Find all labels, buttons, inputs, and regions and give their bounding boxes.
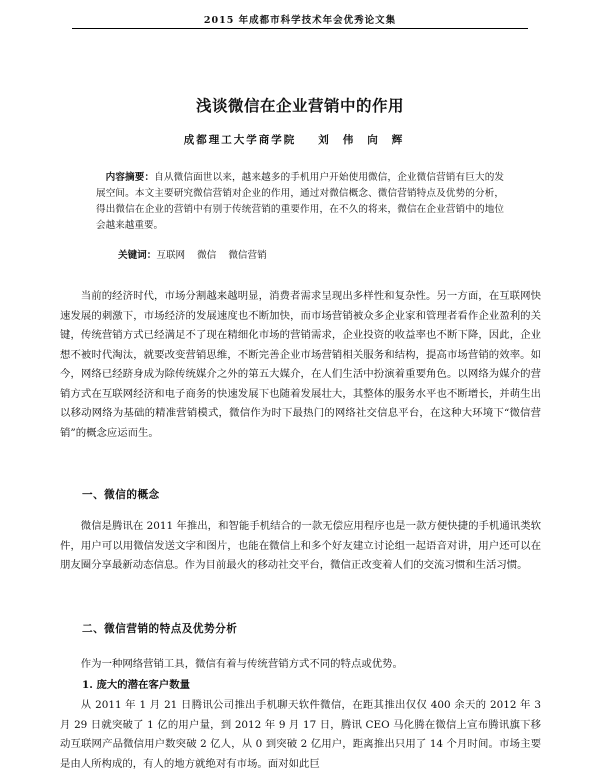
author-affiliation: 成都理工大学商学院 <box>183 134 297 146</box>
subsection-1-paragraph: 从 2011 年 1 月 21 日腾讯公司推出手机聊天软件微信，在距其推出仅仅 400 余天的 2012 年 3 月 29 日就突破了 1 亿的用户量，到 2012 年 9 月 17 日，腾讯 CEO 马化腾在微信上宣布腾讯旗下移动互联网产品微信用户数突破 2 亿人，从 0 到突破 2 亿用户，距离推出只用了 14 个月时间。市场主要是由人所构成的，有人的地方就绝对有市场。面对如此巨 <box>60 699 541 770</box>
section-heading-2: 二、微信营销的特点及优势分析 <box>82 623 238 635</box>
intro-paragraph: 当前的经济时代，市场分割越来越明显，消费者需求呈现出多样性和复杂性。另一方面，在互联网快速发展的刺激下，市场经济的发展速度也不断加快，而市场营销被众多企业家和管理者看作企业盈利的关键，传统营销方式已经满足不了现在精细化市场的营销需求，企业投资的收益率也不断下降，因此，企业想不被时代淘汰，就要改变营销思维，不断完善企业市场营销相关服务和结构，提高市场营销的效率。如今，网络已经跻身成为除传统媒介之外的第五大媒介，在人们生活中扮演着重要角色。以网络为媒介的营销方式在互联网经济和电子商务的快速发展下也随着发展壮大，其整体的服务水平也不断增长，并萌生出以移动网络为基础的精准营销模式，微信作为时下最热门的网络社交信息平台，在这种大环境下“微信营销”的概念应运而生。 <box>60 290 541 439</box>
keyword-item: 微信 <box>197 250 217 261</box>
section-1-paragraph: 微信是腾讯在 2011 年推出，和智能手机结合的一款无偿应用程序也是一款方便快捷的手机通讯类软件，用户可以用微信发送文字和图片，也能在微信上和多个好友建立讨论组一起语音对讲，用户还可以在朋友圈分享最新动态信息。作为目前最火的移动社交平台，微信正改变着人们的交流习惯和生活习惯。 <box>60 520 541 571</box>
header-rule <box>72 28 528 29</box>
keywords <box>118 247 498 261</box>
author-name: 刘伟向辉 <box>318 134 417 146</box>
keyword-item: 微信营销 <box>228 250 267 261</box>
abstract <box>96 170 504 234</box>
keyword-item: 互联网 <box>156 250 186 261</box>
section-2-paragraph: 作为一种网络营销工具，微信有着与传统营销方式不同的特点或优势。 <box>80 658 403 670</box>
paper-title: 浅谈微信在企业营销中的作用 <box>195 96 404 115</box>
running-header: 2015 年成都市科学技术年会优秀论文集 <box>203 15 397 26</box>
author-line <box>0 132 600 147</box>
section-heading-1: 一、微信的概念 <box>82 489 160 501</box>
abstract-text: 自从微信面世以来，越来越多的手机用户开始使用微信，企业微信营销有巨大的发展空间。本文主要研究微信营销对企业的作用，通过对微信概念、微信营销特点及优势的分析，得出微信在企业的营销中有别于传统营销的重要作用，在不久的将来，微信在企业营销中的地位会越来越重要。 <box>96 172 505 231</box>
keywords-label: 关键词： <box>118 250 157 261</box>
abstract-label: 内容摘要： <box>105 172 155 183</box>
subsection-heading-1: 1. 庞大的潜在客户数量 <box>82 679 190 691</box>
